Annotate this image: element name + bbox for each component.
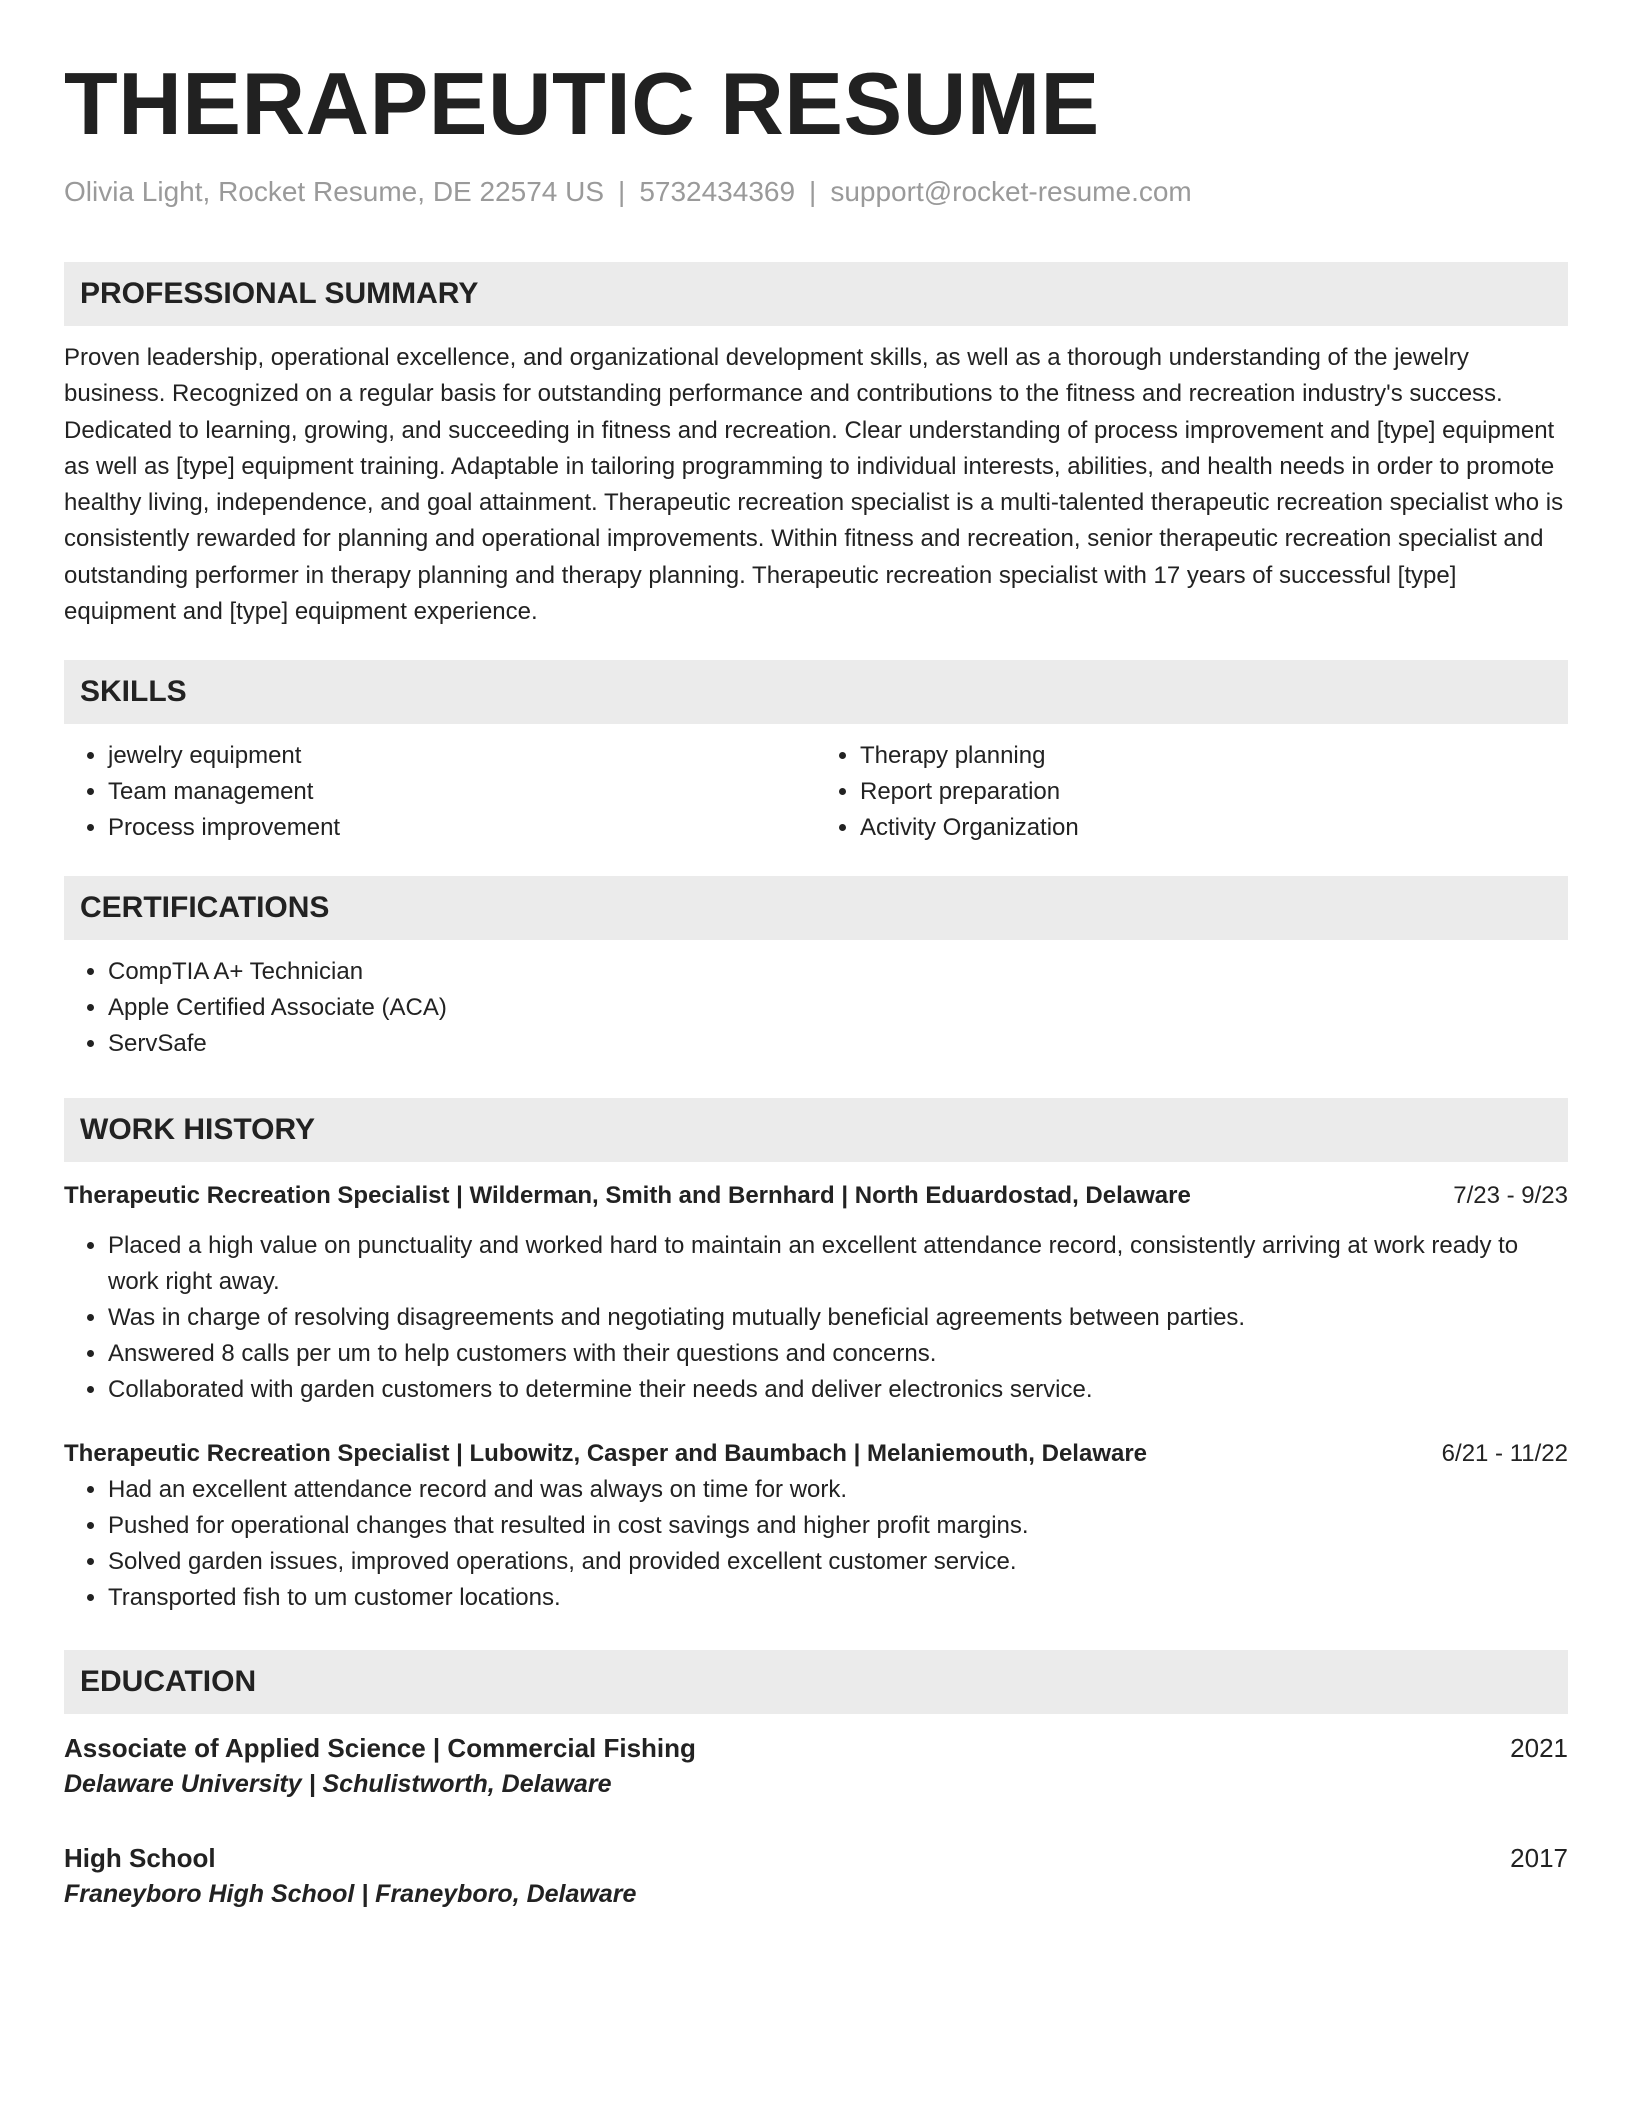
- certification-item: • ServSafe: [108, 1026, 1568, 1062]
- education-degree: High School: [64, 1843, 216, 1874]
- job-bullet: • Solved garden issues, improved operations, and provided excellent customer service.: [108, 1544, 1568, 1580]
- skill-item: • Report preparation: [860, 774, 1568, 810]
- job-header: [64, 1178, 1568, 1214]
- education-school: Delaware University | Schulistworth, Delaware: [64, 1770, 612, 1799]
- job-bullet: • Answered 8 calls per um to help customers with their questions and concerns.: [108, 1336, 1568, 1372]
- job-bullet: • Collaborated with garden customers to determine their needs and deliver electronics service.: [108, 1372, 1568, 1408]
- section-header-summary: PROFESSIONAL SUMMARY: [64, 262, 1568, 326]
- contact-email: support@rocket-resume.com: [830, 176, 1192, 207]
- section-header-work-history: WORK HISTORY: [64, 1098, 1568, 1162]
- job-bullet: • Had an excellent attendance record and was always on time for work.: [108, 1472, 1568, 1508]
- contact-separator: |: [809, 176, 817, 207]
- contact-line: [64, 174, 1568, 210]
- section-header-education: EDUCATION: [64, 1650, 1568, 1714]
- contact-address: Olivia Light, Rocket Resume, DE 22574 US: [64, 176, 605, 207]
- skill-item: • Team management: [108, 774, 816, 810]
- contact-phone: 5732434369: [639, 176, 796, 207]
- job-entry: [64, 1178, 1568, 1408]
- job-dates: 6/21 - 11/22: [1441, 1440, 1568, 1468]
- job-title: Therapeutic Recreation Specialist | Lubowitz, Casper and Baumbach | Melaniemouth, Delaware: [64, 1440, 1148, 1468]
- education-year: 2021: [1510, 1733, 1568, 1764]
- job-bullet: • Pushed for operational changes that resulted in cost savings and higher profit margins.: [108, 1508, 1568, 1544]
- skill-item: • Process improvement: [108, 810, 816, 846]
- summary-text: Proven leadership, operational excellence, and organizational development skills, as well as a thorough understanding of the jewelry business. Recognized on a regular basis for outstanding performance and contributions to the fitness and recreation industry's success. Dedicated to learning, growing, and succeeding in fitness and recreation. Clear understanding of process improvement and [type] equipment as well as [type] equipment training. Adaptable in tailoring programming to individual interests, abilities, and health needs in order to promote healthy living, independence, and goal attainment. Therapeutic recreation specialist is a multi-talented therapeutic recreation specialist who is consistently rewarded for planning and operational improvements. Within fitness and recreation, senior therapeutic recreation specialist and outstanding performer in therapy planning and therapy planning. Therapeutic recreation specialist with 17 years of successful [type] equipment and [type] equipment experience.: [64, 344, 1564, 626]
- education-header: [64, 1840, 1568, 1876]
- education-year: 2017: [1510, 1843, 1568, 1874]
- resume-title: THERAPEUTIC RESUME: [64, 54, 1100, 153]
- certification-item: • CompTIA A+ Technician: [108, 954, 1568, 990]
- job-bullet: • Transported fish to um customer locations.: [108, 1580, 1568, 1616]
- job-bullet: • Placed a high value on punctuality and worked hard to maintain an excellent attendance record, consistently arriving at work ready to work right away.: [108, 1228, 1568, 1300]
- job-title: Therapeutic Recreation Specialist | Wilderman, Smith and Bernhard | North Eduardostad, Delaware: [64, 1182, 1191, 1210]
- job-entry: [64, 1436, 1568, 1616]
- education-entry: [64, 1840, 1568, 1912]
- job-bullets: [64, 1472, 1568, 1616]
- skill-item: • Therapy planning: [860, 738, 1568, 774]
- job-dates: 7/23 - 9/23: [1453, 1182, 1568, 1210]
- skill-item: • Activity Organization: [860, 810, 1568, 846]
- skills-column-right: [816, 738, 1568, 846]
- education-entry: [64, 1730, 1568, 1802]
- job-bullets: [64, 1228, 1568, 1408]
- skill-item: • jewelry equipment: [108, 738, 816, 774]
- job-bullet: • Was in charge of resolving disagreements and negotiating mutually beneficial agreements between parties.: [108, 1300, 1568, 1336]
- skills-list: [64, 738, 1568, 846]
- section-header-skills: SKILLS: [64, 660, 1568, 724]
- education-school: Franeyboro High School | Franeyboro, Delaware: [64, 1880, 637, 1909]
- certification-item: • Apple Certified Associate (ACA): [108, 990, 1568, 1026]
- contact-separator: |: [618, 176, 626, 207]
- education-degree: Associate of Applied Science | Commercial Fishing: [64, 1733, 696, 1764]
- section-header-certifications: CERTIFICATIONS: [64, 876, 1568, 940]
- certifications-list: [64, 954, 1568, 1062]
- education-header: [64, 1730, 1568, 1766]
- skills-column-left: [64, 738, 816, 846]
- job-header: [64, 1436, 1568, 1472]
